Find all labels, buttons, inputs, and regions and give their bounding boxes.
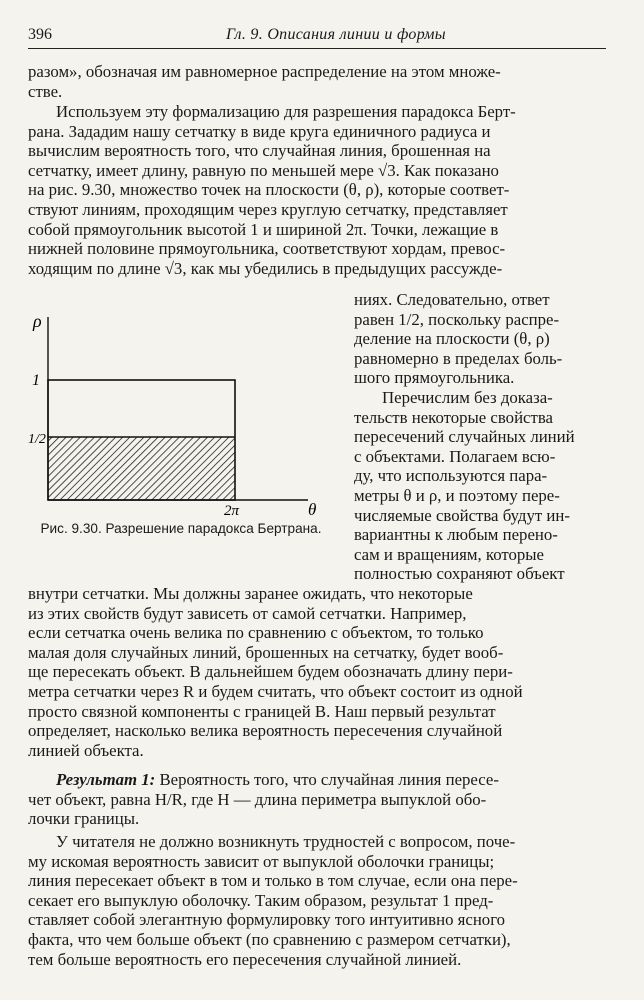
text-line: вариантны к любым перено- — [354, 525, 558, 545]
text-line: собой прямоугольник высотой 1 и шириной 2π. Точки, лежащие в — [28, 219, 499, 239]
text-line: малая доля случайных линий, брошенных на сетчатку, будет вооб- — [28, 642, 504, 662]
tick-label-1: 1 — [32, 372, 40, 389]
result-label: Результат 1: — [56, 770, 156, 789]
text-line: ще пересекать объект. В дальнейшем будем обозначать длину пери- — [28, 662, 513, 682]
running-title: Гл. 9. Описания линии и формы — [226, 26, 446, 43]
text-line: ду, что используются пара- — [354, 466, 548, 486]
text-line: му искомая вероятность зависит от выпуклой оболочки границы; — [28, 851, 495, 871]
wrapped-text-column — [354, 290, 606, 584]
result-statement — [28, 770, 606, 829]
text-line: Перечислим без доказа- — [382, 387, 553, 407]
text-line: метра сетчатки через R и будем считать, что объект состоит из одной — [28, 681, 523, 701]
text-line: факта, что чем больше объект (по сравнению с размером сетчатки), — [28, 929, 511, 949]
text-line: чет объект, равна H/R, где H — длина периметра выпуклой обо- — [28, 789, 487, 809]
tick-label-2pi: 2π — [224, 503, 240, 517]
figure-bertrand-rectangle — [28, 305, 338, 517]
text-line: из этих свойств будут зависеть от самой сетчатки. Например, — [28, 603, 467, 623]
paragraph-continuation — [28, 62, 606, 101]
text-line: внутри сетчатки. Мы должны заранее ожидать, что некоторые — [28, 584, 473, 603]
text-line: тельств некоторые свойства — [354, 407, 553, 427]
text-line: определяет, насколько велика вероятность пересечения случайной — [28, 721, 503, 741]
text-line — [28, 770, 606, 790]
text-line: сетчатку, имеет длину, равную по меньшей мере √3. Как показано — [28, 160, 499, 180]
y-axis-label: ρ — [33, 311, 42, 331]
shaded-lower-half — [48, 437, 235, 500]
text-line: равномерно в пределах боль- — [354, 348, 563, 368]
paragraph-bertrand — [28, 102, 606, 278]
page-number: 396 — [28, 26, 52, 43]
text-line: ствуют линиям, проходящим через круглую сетчатку, представляет — [28, 199, 508, 219]
running-header — [28, 24, 606, 49]
text-line: на рис. 9.30, множество точек на плоскости (θ, ρ), которые соответ- — [28, 180, 510, 200]
text-line: стве. — [28, 81, 63, 101]
text-line: сам и вращениям, которые — [354, 544, 545, 564]
text-line: линия пересекает объект в том и только в том случае, если она пере- — [28, 871, 518, 891]
tick-label-half: 1/2 — [28, 432, 46, 447]
paragraph-convex-hull — [28, 832, 606, 969]
text-line: ниях. Следовательно, ответ — [354, 290, 550, 309]
text-line: тем больше вероятность его пересечения случайной линией. — [28, 949, 462, 969]
text-line: деление на плоскости (θ, ρ) — [354, 329, 550, 349]
text-line: просто связной компоненты с границей B. Наш первый результат — [28, 701, 496, 721]
paragraph-properties — [28, 584, 606, 760]
text-line: секает его выпуклую оболочку. Таким образом, результат 1 пред- — [28, 890, 494, 910]
text-line: если сетчатка очень велика по сравнению с объектом, то только — [28, 623, 484, 643]
x-axis-label: θ — [308, 500, 317, 517]
result-text-line: Вероятность того, что случайная линия пересе- — [159, 770, 499, 789]
text-line: лочки границы. — [28, 809, 140, 829]
text-line: У читателя не должно возникнуть трудностей с вопросом, поче- — [56, 832, 516, 851]
text-line: рана. Зададим нашу сетчатку в виде круга единичного радиуса и — [28, 121, 491, 141]
text-line: шого прямоугольника. — [354, 368, 515, 388]
text-line: линией объекта. — [28, 740, 144, 760]
text-line: Используем эту формализацию для разрешения парадокса Берт- — [56, 102, 516, 121]
figure-caption: Рис. 9.30. Разрешение парадокса Бертрана. — [40, 521, 322, 536]
text-line: вычислим вероятность того, что случайная линия, брошенная на — [28, 141, 491, 161]
text-line: ходящим по длине √3, как мы убедились в предыдущих рассужде- — [28, 258, 503, 278]
text-line: разом», обозначая им равномерное распределение на этом множе- — [28, 62, 501, 81]
text-line: с объектами. Полагаем всю- — [354, 446, 556, 466]
text-line: полностью сохраняют объект — [354, 564, 565, 584]
text-line: равен 1/2, поскольку распре- — [354, 309, 560, 329]
text-line: метры θ и ρ, и поэтому пере- — [354, 485, 560, 505]
text-line: числяемые свойства будут ин- — [354, 505, 570, 525]
text-line: нижней половине прямоугольника, соответствуют хордам, превос- — [28, 239, 506, 259]
text-line: ставляет собой элегантную формулировку того интуитивно ясного — [28, 910, 506, 930]
text-line: пересечений случайных линий — [354, 427, 575, 447]
